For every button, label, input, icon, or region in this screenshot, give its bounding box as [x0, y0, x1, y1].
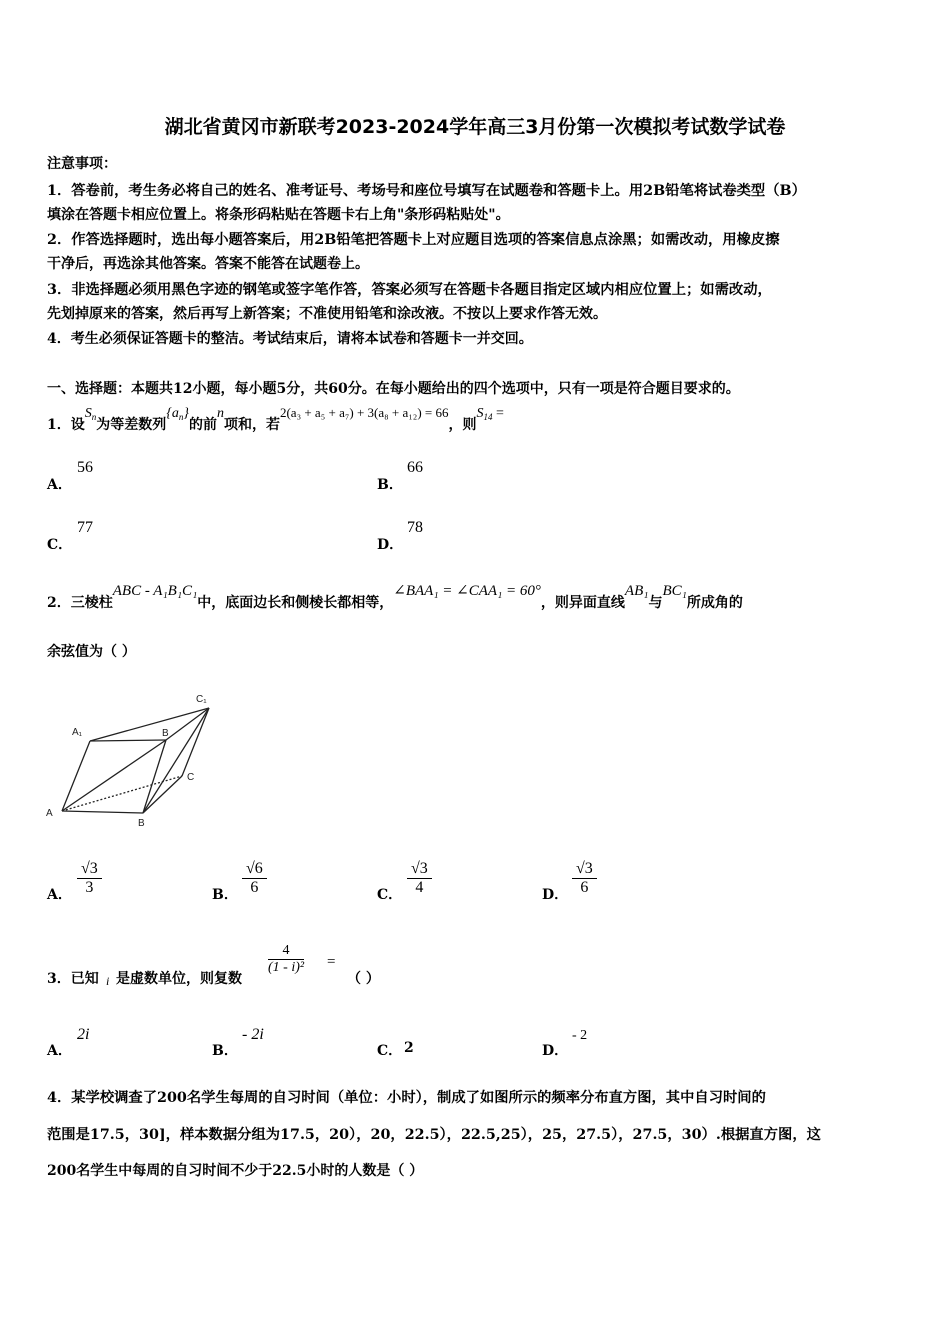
note-1-line-1: 1．答卷前，考生务必将自己的姓名、准考证号、考场号和座位号填写在试题卷和答题卡上。用2B铅笔将试卷类型（B）	[47, 183, 806, 199]
note-2-line-2: 干净后，再选涂其他答案。答案不能答在试题卷上。	[47, 256, 369, 272]
q1-n: n	[216, 406, 224, 421]
q3-text-3: （ ）	[347, 971, 380, 987]
note-1-line-2: 填涂在答题卡相应位置上。将条形码粘贴在答题卡右上角"条形码粘贴处"。	[47, 207, 510, 223]
q1-option-d-value: 78	[407, 519, 423, 536]
q1-option-b-value: 66	[407, 459, 423, 476]
q2-text-5: 所成角的	[686, 595, 743, 611]
q1-text-2: 为等差数列	[96, 417, 167, 433]
edge-a-b	[62, 811, 143, 813]
q3-text-1: 3．已知	[47, 971, 99, 987]
section-heading: 一、选择题：本题共12小题，每小题5分，共60分。在每小题给出的四个选项中，只有一项是符合题目要求的。	[47, 381, 740, 397]
q1-option-b-label: B．	[377, 477, 403, 493]
note-3-line-2: 先划掉原来的答案，然后再写上新答案；不准使用铅笔和涂改液。不按以上要求作答无效。	[47, 306, 607, 322]
label-c: C	[187, 772, 195, 783]
q3-fraction: $\frac{4}{\text{(1 - i)²}}$	[268, 943, 305, 975]
q2-option-d-label: D．	[542, 887, 569, 903]
q3-option-b-label: B．	[212, 1043, 238, 1059]
q1-text-1: 1．设	[47, 417, 85, 433]
prism-figure	[44, 688, 224, 830]
note-2-line-1: 2．作答选择题时，选出每小题答案后，用2B铅笔把答题卡上对应题目选项的答案信息点涂黑；如需改动，用橡皮擦	[47, 232, 780, 248]
q1-text-4: 项和，若	[223, 417, 280, 433]
note-3-line-1: 3．非选择题必须用黑色字迹的钢笔或签字笔作答，答案必须写在答题卡各题目指定区域内相应位置上；如需改动，	[47, 282, 772, 298]
q1-option-a-value: 56	[77, 459, 93, 476]
label-b1: B	[162, 728, 169, 739]
q3-option-c-value: 2	[404, 1040, 414, 1056]
q4-line-2: 范围是17.5，30]，样本数据分组为17.5，20），20，22.5），22.5,25），25，27.5），27.5，30）.根据直方图，这	[47, 1127, 821, 1143]
q3-option-b-value: - 2i	[242, 1026, 264, 1043]
label-c1: C₁	[196, 694, 207, 705]
q1-condition: 2(a₃ + a₅ + a₇) + 3(a₈ + a₁₂) = 66	[279, 405, 449, 420]
q1-s14: $S_{14}$	[476, 406, 493, 422]
edge-a-a1	[62, 741, 90, 811]
q2-option-c-label: C．	[377, 887, 403, 903]
q2-bc1: BC₁	[662, 583, 687, 599]
q4-line-3: 200名学生中每周的自习时间不少于22.5小时的人数是（ ）	[47, 1163, 424, 1179]
q1-option-d-label: D．	[377, 537, 404, 553]
q1-option-c-value: 77	[77, 519, 93, 536]
q2-ab1: AB₁	[624, 583, 649, 599]
q1-an: $\{a_n\}$	[166, 406, 189, 422]
label-a1: A₁	[72, 727, 83, 738]
q1-sn: $S_n$	[84, 406, 97, 422]
question-2	[47, 580, 743, 610]
q2-angles: ∠BAA₁ = ∠CAA₁ = 60°	[393, 583, 541, 599]
q2-prism: ABC - A₁B₁C₁	[112, 583, 198, 599]
q4-line-1: 4．某学校调查了200名学生每周的自习时间（单位：小时），制成了如图所示的频率分布直方图，其中自习时间的	[47, 1090, 766, 1106]
q3-option-d-value: - 2	[572, 1028, 588, 1043]
q1-option-c-label: C．	[47, 537, 73, 553]
label-a: A	[46, 808, 53, 819]
q2-text-2: 中，底面边长和侧棱长都相等，	[197, 595, 394, 611]
page-title: 湖北省黄冈市新联考2023-2024学年高三3月份第一次模拟考试数学试卷	[164, 116, 786, 138]
q3-option-d-label: D．	[542, 1043, 569, 1059]
q2-option-d-value: $\frac{√3}{6}$	[572, 860, 597, 897]
q2-option-a-label: A．	[47, 887, 72, 903]
q2-option-a-value: $\frac{√3}{3}$	[77, 860, 102, 897]
q3-i: i	[106, 974, 110, 988]
q3-text-2: 是虚数单位，则复数	[116, 971, 242, 987]
notes-heading: 注意事项：	[47, 156, 117, 172]
q2-option-b-label: B．	[212, 887, 238, 903]
q3-equals: =	[327, 954, 336, 970]
q2-text-4: 与	[648, 595, 663, 611]
question-1	[47, 404, 504, 434]
q2-text-6: 余弦值为（ ）	[47, 644, 136, 660]
label-b: B	[138, 818, 145, 829]
q3-option-a-value: 2i	[77, 1026, 90, 1043]
q2-text-3: ，则异面直线	[540, 595, 625, 611]
q2-text-1: 2．三棱柱	[47, 595, 113, 611]
q3-option-c-label: C．	[377, 1043, 403, 1059]
q1-option-a-label: A．	[47, 477, 72, 493]
note-4: 4．考生必须保证答题卡的整洁。考试结束后，请将本试卷和答题卡一并交回。	[47, 331, 533, 347]
q1-equals: =	[492, 406, 504, 421]
q3-option-a-label: A．	[47, 1043, 72, 1059]
q2-option-c-value: $\frac{√3}{4}$	[407, 860, 432, 897]
edge-a1-b1	[90, 740, 166, 741]
q2-option-b-value: $\frac{√6}{6}$	[242, 860, 267, 897]
q1-text-5: ，则	[448, 417, 477, 433]
q1-text-3: 的前	[188, 417, 217, 433]
